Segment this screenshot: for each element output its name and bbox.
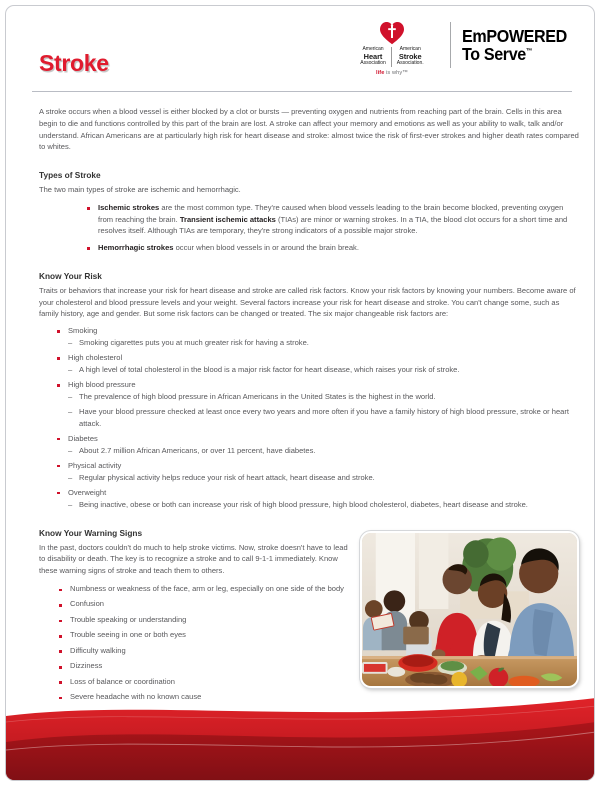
list-item [57,325,579,349]
risk-factor-name: Smoking [57,325,579,337]
list-item [57,460,579,484]
type-term-2: Transient ischemic attacks [179,214,276,224]
list-item: Trouble speaking or understanding [59,615,356,626]
american-heart-association-name [355,47,392,67]
ets-line2: To Serve [461,44,526,65]
risk-factor-name: Overweight [57,487,579,499]
risk-factor-detail: – The prevalence of high blood pressure in African Americans in the United States is the highest in the world. [57,391,579,403]
footer-wave-decoration [6,692,595,780]
list-item [57,487,579,511]
risk-factor-list [39,325,579,510]
aha-line1: American [362,46,384,52]
association-names [340,47,444,67]
document-content [39,106,579,707]
risk-lead: Traits or behaviors that increase your risk for heart disease and stroke are called risk factors. Know your risk factors by knowing your numbers. Become aware of your cholesterol and blood pressure levels and your weight. Several factors increase your risk for heart disease and stroke. You can't change some, such as family history, age and gender. But some risk factors can be changed or treated. The six major changeable risk factors are: [39,285,576,319]
asa-line3: Association. [396,60,424,67]
know-your-risk-section [39,271,579,511]
list-item: Trouble seeing in one or both eyes [59,630,356,641]
list-item: Confusion [59,599,356,610]
ets-trademark: ™ [525,48,532,56]
brand-logo-block [340,20,576,76]
aha-heart-torch-icon [379,21,405,45]
warning-signs-section [39,528,579,708]
warning-text-column [39,528,356,708]
list-item: Severe headache with no known cause [59,692,356,703]
warning-heading: Know Your Warning Signs [39,527,143,538]
life-is-why-tagline [340,70,444,76]
risk-factor-name: Diabetes [57,433,579,445]
list-item [87,242,579,254]
types-of-stroke-section [39,170,579,254]
types-heading: Types of Stroke [39,170,101,181]
aha-logo-lockup [340,20,444,76]
risk-factor-detail: – Regular physical activity helps reduce your risk of heart attack, heart disease and stroke. [57,472,579,484]
risk-factor-detail: – Smoking cigarettes puts you at much greater risk for having a stroke. [57,337,579,349]
warning-photo-column [356,528,579,708]
tagline-accent: life [375,69,385,76]
intro-paragraph: A stroke occurs when a blood vessel is either blocked by a clot or bursts — preventing oxygen and nutrients from reaching part of the brain. Cells in this area begin to die and functions controlled by this part of the brain are lost. A stroke can affect your memory and emotions as well as your ability to walk, talk and/or understand. African Americans are at particularly high risk for heart disease and stroke: almost twice the risk of first-ever strokes and higher death rates compared to whites. [39,107,579,152]
page-title: Stroke [39,50,109,76]
type-term: Ischemic strokes [98,202,160,212]
list-item: Dizziness [59,661,356,672]
warning-lead: In the past, doctors couldn't do much to help stroke victims. Now, stroke doesn't have to lead to disability or death. The key is to recognize a stroke and to call 9-1-1 immediately. Know these warning signs of stroke and teach them to others. [39,542,348,576]
list-item [87,202,579,237]
aha-line2: Heart [363,51,383,61]
types-lead: The two main types of stroke are ischemic and hemorrhagic. [39,185,241,195]
type-term: Hemorrhagic strokes [98,243,174,253]
types-list [39,202,579,254]
type-desc: are the most common type. They're caused when blood vessels leading to the brain become blocked, preventing oxygen from reaching the brain. [98,202,564,224]
type-desc-2: (TIAs) are minor or warning strokes. In a TIA, the blood clot occurs for a short time and resolves itself. Although TIAs are temporary, they're strong indicators of a possible major stroke. [98,214,568,236]
list-item: Numbness or weakness of the face, arm or leg, especially on one side of the body [59,584,356,595]
document-page [5,5,595,781]
risk-factor-detail: – Being inactive, obese or both can increase your risk of high blood pressure, high blood cholesterol, diabetes, heart disease and stroke. [57,499,579,511]
tagline-rest: is why™ [384,69,408,76]
list-item: Difficulty walking [59,646,356,657]
risk-factor-name: High blood pressure [57,379,579,391]
asa-line2: Stroke [398,51,422,61]
list-item [57,433,579,457]
warning-signs-list [39,584,356,703]
document-header [6,6,594,89]
family-preparing-healthy-meal-photo [360,531,579,688]
list-item [57,352,579,376]
type-desc: occur when blood vessels in or around the brain break. [173,243,359,253]
empowered-to-serve-logo [462,20,567,63]
risk-factor-detail: – Have your blood pressure checked at least once every two years and more often if you have a family history of high blood pressure, stroke or heart attack. [57,406,579,430]
logo-divider [450,22,451,68]
header-divider [32,91,572,92]
aha-line3: Association [360,60,386,67]
risk-factor-detail: – About 2.7 million African Americans, or over 11 percent, have diabetes. [57,445,579,457]
asa-line1: American [399,46,421,52]
risk-factor-name: High cholesterol [57,352,579,364]
american-stroke-association-name [392,47,429,67]
list-item [57,379,579,430]
risk-heading: Know Your Risk [39,270,102,281]
risk-factor-name: Physical activity [57,460,579,472]
risk-factor-detail: – A high level of total cholesterol in the blood is a major risk factor for heart disease, which raises your risk of stroke. [57,364,579,376]
list-item: Loss of balance or coordination [59,677,356,688]
ets-line1: EmPOWERED [461,26,567,46]
